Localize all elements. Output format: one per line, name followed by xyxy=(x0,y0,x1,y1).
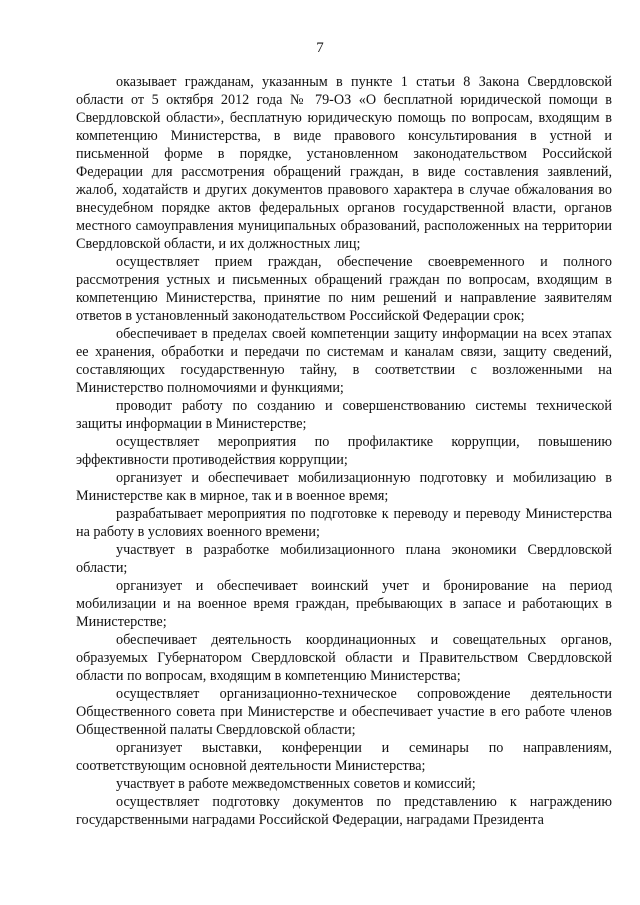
paragraph-information-protection: обеспечивает в пределах своей компетенции защиту информации на всех этапах ее хранения, обработки и передачи по системам и каналам связи, защиту сведений, составляющих государственную тайну, в соответствии с возложенными на Министерство полномочиями и функциями; xyxy=(76,326,612,396)
page-number: 7 xyxy=(316,40,324,56)
paragraph-coordination-bodies: обеспечивает деятельность координационных и совещательных органов, образуемых Губернатором Свердловской области и Правительством Свердловской области по вопросам, входящим в компетенцию Министерства; xyxy=(76,632,612,684)
paragraph-exhibitions: организует выставки, конференции и семинары по направлениям, соответствующим основной деятельности Министерства; xyxy=(76,740,612,774)
paragraph-mobilization-plan: участвует в разработке мобилизационного плана экономики Свердловской области; xyxy=(76,542,612,576)
document-body xyxy=(76,73,612,829)
paragraph-technical-protection-system: проводит работу по созданию и совершенствованию системы технической защиты информации в Министерстве; xyxy=(76,398,612,432)
paragraph-free-legal-aid: оказывает гражданам, указанным в пункте 1 статьи 8 Закона Свердловской области от 5 октября 2012 года № 79-ОЗ «О бесплатной юридической помощи в Свердловской области», бесплатную юридическую помощь по вопросам, входящим в компетенцию Министерства, в виде правового консультирования в устной и письменной форме в порядке, установленном законодательством Российской Федерации для рассмотрения обращений граждан, в виде составления заявлений, жалоб, ходатайств и других документов правового характера в случае обжалования во внесудебном порядке актов федеральных органов государственной власти, органов местного самоуправления муниципальных образований, расположенных на территории Свердловской области, и их должностных лиц; xyxy=(76,74,612,252)
paragraph-citizen-reception: осуществляет прием граждан, обеспечение своевременного и полного рассмотрения устных и письменных обращений граждан по вопросам, входящим в компетенцию Министерства, принятие по ним решений и направление заявителям ответов в установленный законодательством Российской Федерации срок; xyxy=(76,254,612,324)
paragraph-state-awards: осуществляет подготовку документов по представлению к награждению государственными наградами Российской Федерации, наградами Президента xyxy=(76,794,612,828)
paragraph-public-council: осуществляет организационно-техническое сопровождение деятельности Общественного совета при Министерстве и обеспечивает участие в его работе членов Общественной палаты Свердловской области; xyxy=(76,686,612,738)
paragraph-wartime-transfer: разрабатывает мероприятия по подготовке к переводу и переводу Министерства на работу в условиях военного времени; xyxy=(76,506,612,540)
paragraph-interdepartmental-councils: участвует в работе межведомственных советов и комиссий; xyxy=(116,776,476,792)
paragraph-corruption-prevention: осуществляет мероприятия по профилактике коррупции, повышению эффективности противодействия коррупции; xyxy=(76,434,612,468)
paragraph-mobilization-preparation: организует и обеспечивает мобилизационную подготовку и мобилизацию в Министерстве как в мирное, так и в военное время; xyxy=(76,470,612,504)
paragraph-military-registration: организует и обеспечивает воинский учет и бронирование на период мобилизации и на военное время граждан, пребывающих в запасе и работающих в Министерстве; xyxy=(76,578,612,630)
